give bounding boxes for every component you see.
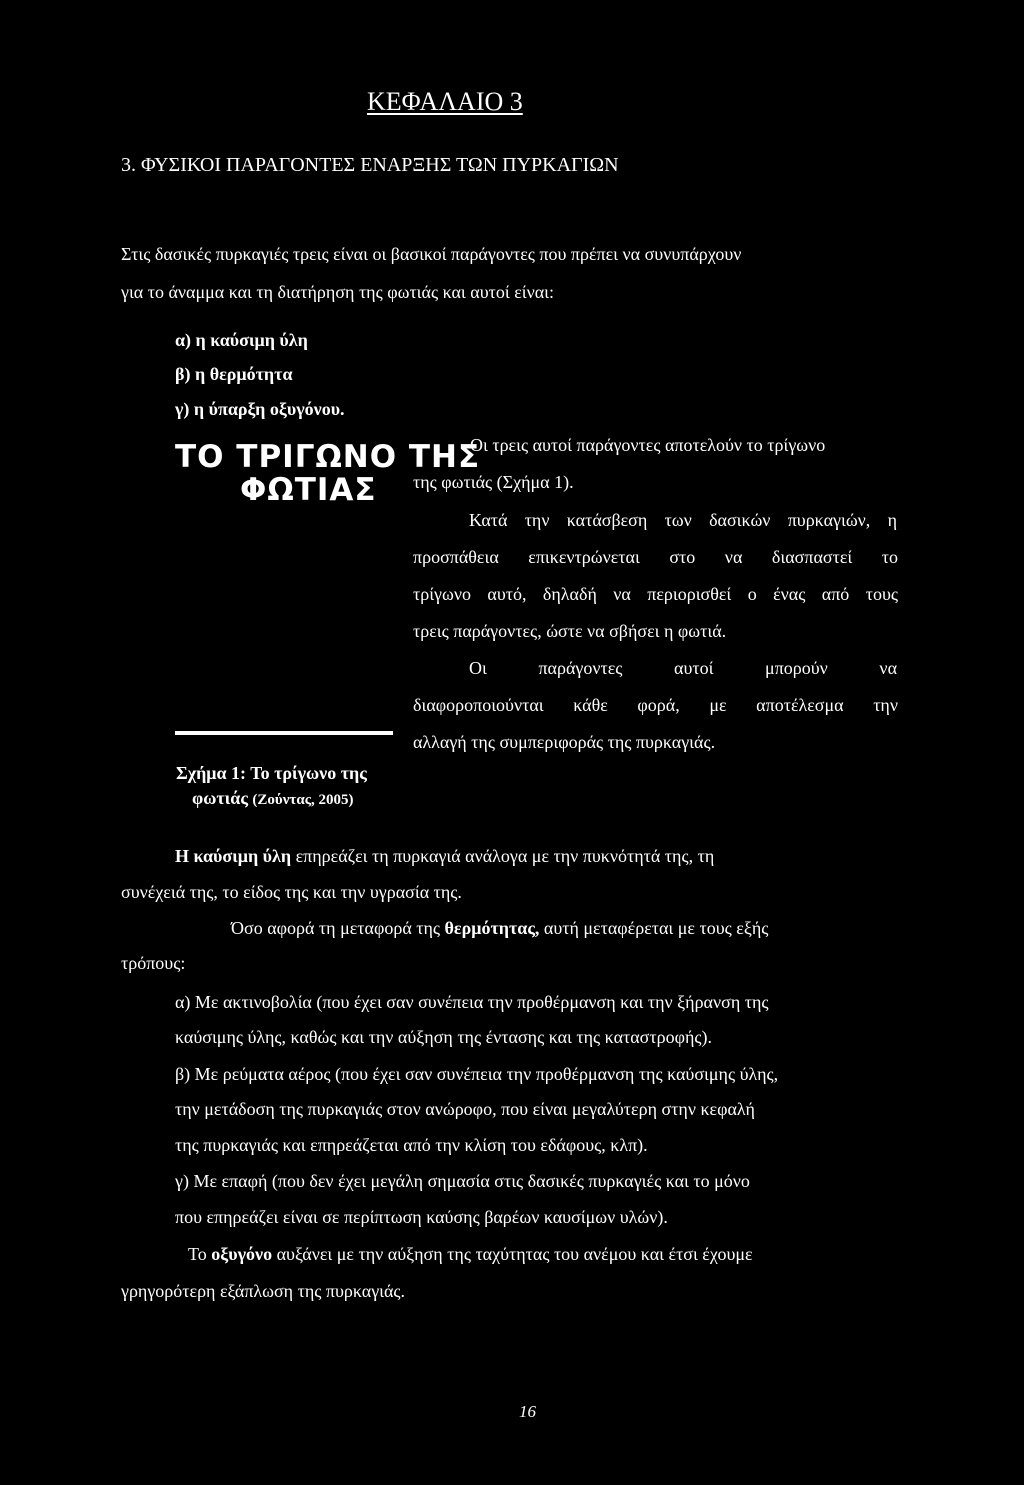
fuel-line-1 — [175, 844, 714, 868]
figure-title-line-1: ΤΟ ΤΡΙΓΩΝΟ ΤΗΣ — [175, 439, 481, 475]
right-col-line-6: τρεις παράγοντες, ώστε να σβήσει η φωτιά. — [413, 621, 727, 641]
right-col-line-1: Οι τρεις αυτοί παράγοντες αποτελούν το τρίγωνο — [470, 435, 826, 455]
heat-lead: Όσο αφορά τη μεταφορά της — [231, 918, 441, 938]
figure-caption-line-1: Σχήμα 1: Το τρίγωνο της — [176, 763, 367, 783]
heat-rest: αυτή μεταφέρεται με τους εξής — [543, 918, 769, 938]
fuel-line-2: συνέχειά της, το είδος της και την υγρασία της. — [121, 882, 462, 902]
heat-mode-contact-2: που επηρεάζει είναι σε περίπτωση καύσης βαρέων καυσίμων υλών). — [175, 1207, 668, 1227]
section-title: 3. ΦΥΣΙΚΟΙ ΠΑΡΑΓΟΝΤΕΣ ΕΝΑΡΞΗΣ ΤΩΝ ΠΥΡΚΑΓΙΩΝ — [121, 154, 619, 176]
fuel-term: καύσιμη ύλη — [193, 846, 292, 866]
oxygen-line-1 — [188, 1242, 753, 1266]
heat-mode-contact-1: γ) Με επαφή (που δεν έχει μεγάλη σημασία στις δασικές πυρκαγιές και το μόνο — [175, 1171, 750, 1191]
figure-caption-line-2 — [192, 786, 354, 812]
figure-caption-word: φωτιάς — [192, 788, 248, 808]
figure-title-line-2: ΦΩΤΙΑΣ — [240, 472, 377, 508]
heat-line-1 — [231, 916, 768, 940]
right-col-line-8: διαφοροποιούνται κάθε φορά, με αποτέλεσμα την — [413, 695, 898, 715]
heat-line-2: τρόπους: — [121, 953, 186, 973]
figure-bottom-rule — [175, 731, 393, 735]
heat-mode-air-3: της πυρκαγιάς και επηρεάζεται από την κλίση του εδάφους, κλπ). — [175, 1135, 648, 1155]
fuel-rest: επηρεάζει τη πυρκαγιά ανάλογα με την πυκνότητά της, τη — [295, 846, 715, 866]
right-col-line-9: αλλαγή της συμπεριφοράς της πυρκαγιάς. — [413, 732, 716, 752]
heat-mode-radiation-2: καύσιμης ύλης, καθώς και την αύξηση της έντασης και της καταστροφής). — [175, 1027, 713, 1047]
right-col-line-2: της φωτιάς (Σχήμα 1). — [413, 472, 574, 492]
right-col-line-5: τρίγωνο αυτό, δηλαδή να περιορισθεί ο ένας από τους — [413, 584, 898, 604]
chapter-heading: ΚΕΦΑΛΑΙΟ 3 — [367, 87, 523, 116]
factor-oxygen: γ) η ύπαρξη οξυγόνου. — [175, 399, 345, 419]
fuel-lead: Η — [175, 846, 190, 866]
oxygen-term: οξυγόνο — [211, 1244, 273, 1264]
page-number: 16 — [519, 1402, 536, 1421]
figure-caption-source: (Ζούντας, 2005) — [252, 792, 354, 808]
right-col-line-4: προσπάθεια επικεντρώνεται στο να διασπαστεί το — [413, 547, 898, 567]
right-col-line-7: Οι παράγοντες αυτοί μπορούν να — [469, 658, 897, 678]
heat-mode-air-2: την μετάδοση της πυρκαγιάς στον ανώροφο, που είναι μεγαλύτερη στην κεφαλή — [175, 1099, 755, 1119]
heat-mode-radiation-1: α) Με ακτινοβολία (που έχει σαν συνέπεια την προθέρμανση και την ξήρανση της — [175, 992, 769, 1012]
factor-heat: β) η θερμότητα — [175, 364, 293, 384]
oxygen-rest: αυξάνει με την αύξηση της ταχύτητας του ανέμου και έτσι έχουμε — [276, 1244, 753, 1264]
factor-fuel: α) η καύσιμη ύλη — [175, 330, 308, 350]
heat-term: θερμότητας, — [444, 918, 540, 938]
intro-line-1: Στις δασικές πυρκαγιές τρεις είναι οι βασικοί παράγοντες που πρέπει να συνυπάρχουν — [121, 244, 742, 264]
heat-mode-air-1: β) Με ρεύματα αέρος (που έχει σαν συνέπεια την προθέρμανση της καύσιμης ύλης, — [175, 1064, 779, 1084]
oxygen-line-2: γρηγορότερη εξάπλωση της πυρκαγιάς. — [121, 1281, 406, 1301]
right-col-line-3: Κατά την κατάσβεση των δασικών πυρκαγιών, η — [469, 510, 897, 530]
intro-line-2: για το άναμμα και τη διατήρηση της φωτιάς και αυτοί είναι: — [121, 282, 555, 302]
oxygen-lead: Το — [188, 1244, 207, 1264]
